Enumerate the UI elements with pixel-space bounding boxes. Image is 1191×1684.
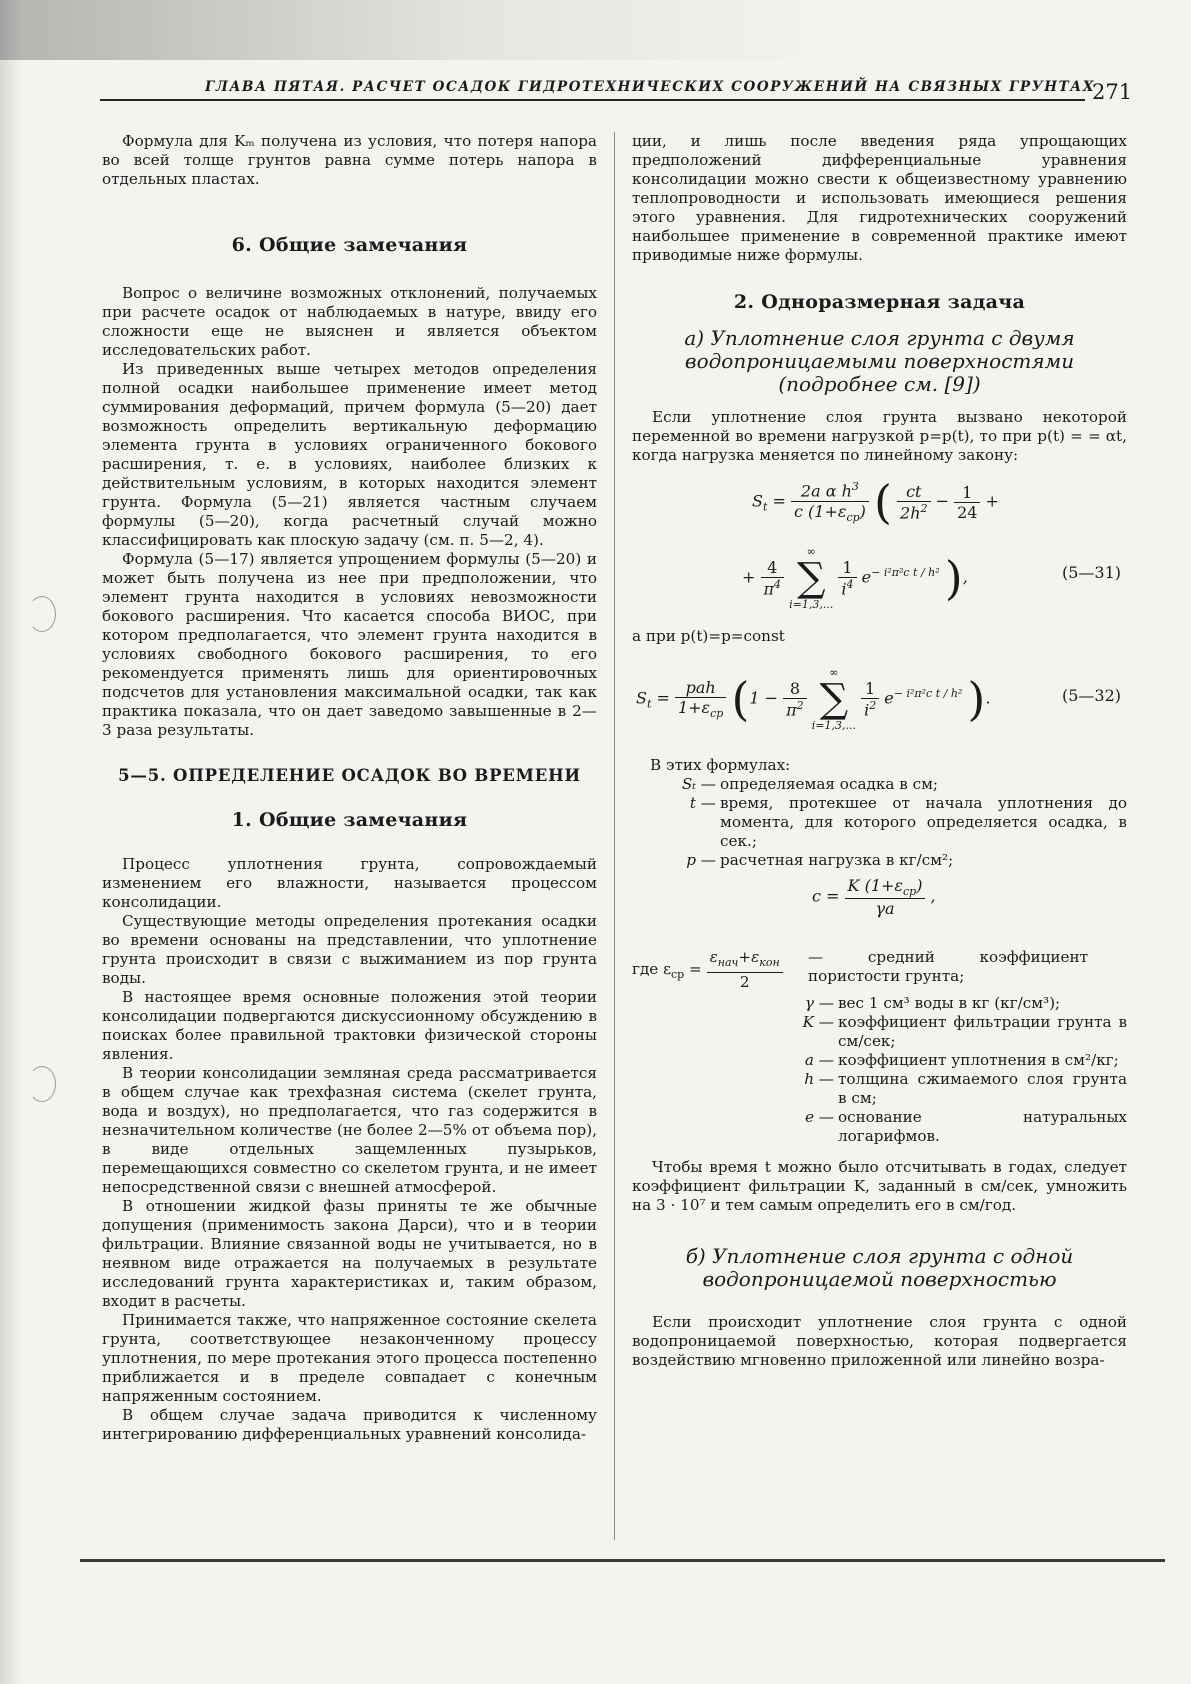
paragraph: Формула (5—17) является упрощением формулы (5—20) и может быть получена из нее при предположении, что элемент грунта находится в условиях невозможности бокового расширения. Что касается способа ВИОС, при котором предполагается, что элемент грунта находится в условиях свободного бокового расширения, то его рекомендуется применять лишь для ориентировочных подсчетов для установления максимальной осадки, так как практика показала, что он дает заведомо завышенные в 2—3 раза результаты. bbox=[102, 550, 597, 739]
page-number: 271 bbox=[1092, 80, 1133, 104]
definitions-list-2 bbox=[632, 994, 1127, 1146]
definition-symbol: p — bbox=[686, 851, 716, 869]
scan-shadow-top bbox=[0, 0, 1191, 60]
definition-text: вес 1 см³ воды в кг (кг/см³); bbox=[838, 994, 1061, 1012]
punch-hole-mark bbox=[28, 596, 56, 632]
definition-text: коэффициент уплотнения в см²/кг; bbox=[838, 1051, 1119, 1069]
left-column bbox=[102, 132, 597, 1444]
definition-row bbox=[672, 775, 1127, 794]
formula-5-32: $S_t$ = $\frac{\text{pah}}{1+\varepsilon_{ср}}$ (1 − $\frac{8}{\pi^2}$ ∞ ∑ i=1,3,... $\frac{1}{i^2}$ $e^{- i^2\pi^2c t / h^2}$ ). (5—32) bbox=[636, 666, 1121, 732]
formula-connector-text: а при p(t)=p=const bbox=[632, 627, 785, 645]
equation-number: (5—32) bbox=[1061, 686, 1121, 705]
definition-symbol: K — bbox=[802, 1013, 834, 1031]
equation-number: (5—31) bbox=[1061, 563, 1121, 582]
definition-row bbox=[800, 1013, 1127, 1051]
definition-row bbox=[800, 1108, 1127, 1146]
definition-text: основание натуральных логарифмов. bbox=[838, 1108, 1127, 1145]
definition-text: коэффициент фильтрации грунта в см/сек; bbox=[838, 1013, 1127, 1050]
section-6-heading: 6. Общие замечания bbox=[231, 234, 468, 256]
paragraph: Из приведенных выше четырех методов определения полной осадки наибольшее применение имеет метод суммирования деформаций, причем формула (5—20) дает возможность определить вертикальную деформацию элемента грунта в условиях ограниченного бокового расширения, т. е. в условиях, наиболее близких к действительным условиям, в которых находится элемент грунта. Формула (5—21) является частным случаем формулы (5—20), когда расчетный случай можно классифицировать как плоскую задачу (см. п. 5—2, 4). bbox=[102, 360, 597, 549]
punch-hole-mark bbox=[28, 1066, 56, 1102]
definition-symbol: Sₜ — bbox=[681, 775, 716, 793]
paragraph: В общем случае задача приводится к численному интегрированию дифференциальных уравнений консолида- bbox=[102, 1406, 597, 1443]
running-header bbox=[100, 76, 1133, 106]
column-divider bbox=[614, 132, 615, 1540]
definition-row bbox=[800, 1051, 1127, 1070]
paragraph: Процесс уплотнения грунта, сопровождаемый изменением его влажности, называется процессом консолидации. bbox=[102, 855, 597, 911]
subsection-a-title: а) Уплотнение слоя грунта с двумя водопроницаемыми поверхностями (подробнее см. [9]) bbox=[684, 326, 1075, 396]
paragraph: Принимается также, что напряженное состояние скелета грунта, соответствующее незаконченному процессу уплотнения, по мере протекания этого процесса постепенно приближается и в пределе совпадает с конечным напряженным состоянием. bbox=[102, 1311, 597, 1405]
definitions-list bbox=[632, 756, 1127, 870]
definition-text: время, протекшее от начала уплотнения до момента, для которого определяется осадка, в сек.; bbox=[720, 794, 1127, 850]
subsection-b-title: б) Уплотнение слоя грунта с одной водопроницаемой поверхностью bbox=[685, 1244, 1074, 1291]
definition-symbol: t — bbox=[689, 794, 716, 812]
definition-text: толщина сжимаемого слоя грунта в см; bbox=[838, 1070, 1127, 1107]
definition-symbol: γ — bbox=[804, 994, 834, 1012]
paragraph: Если уплотнение слоя грунта вызвано некоторой переменной во времени нагрузкой p=p(t), то при p(t) = = αt, когда нагрузка меняется по линейному закону: bbox=[632, 408, 1127, 464]
definition-symbol: h — bbox=[804, 1070, 834, 1088]
scan-bottom-edge bbox=[80, 1559, 1165, 1562]
definition-text: определяемая осадка в см; bbox=[720, 775, 939, 793]
right-column bbox=[632, 132, 1127, 1370]
paragraph: Чтобы время t можно было отсчитывать в годах, следует коэффициент фильтрации K, заданный в см/сек, умножить на 3 · 10⁷ и тем самым определить его в см/год. bbox=[632, 1158, 1127, 1214]
intro-paragraph: Формула для Kₘ получена из условия, что потеря напора во всей толще грунтов равна сумме потерь напора в отдельных пластах. bbox=[102, 132, 597, 188]
definitions-intro: В этих формулах: bbox=[650, 756, 791, 774]
paragraph: Если происходит уплотнение слоя грунта с одной водопроницаемой поверхностью, которая подвергается воздействию мгновенно приложенной или линейно возра- bbox=[632, 1313, 1127, 1369]
paragraph: В отношении жидкой фазы приняты те же обычные допущения (применимость закона Дарси), что и в теории фильтрации. Влияние связанной воды не учитывается, но в неявном виде отражается на получаемых в результате исследований грунта характеристиках и, таким образом, входит в расчеты. bbox=[102, 1197, 597, 1310]
formula-c: c = $\frac{K (1+\varepsilon_{ср})}{\gamma a}$ , bbox=[812, 876, 936, 919]
definition-symbol: e — bbox=[804, 1108, 834, 1126]
definition-row bbox=[800, 994, 1127, 1013]
section-1-heading: 1. Общие замечания bbox=[231, 809, 468, 831]
paragraph: В теории консолидации земляная среда рассматривается в общем случае как трехфазная система (скелет грунта, вода и воздух), но предполагается, что газ содержится в незначительном количестве (не более 2—5% от объема пор), в виде отдельных защемленных пузырьков, перемещающихся совместно со скелетом грунта, и не имеет непосредственной связи с внешней атмосферой. bbox=[102, 1064, 597, 1196]
definition-row bbox=[672, 851, 1127, 870]
section-2-heading: 2. Одноразмерная задача bbox=[733, 291, 1026, 313]
continued-paragraph: ции, и лишь после введения ряда упрощающих предположений дифференциальные уравнения консолидации можно свести к общеизвестному уравнению теплопроводности и использовать имеющиеся решения этого уравнения. Для гидротехнических сооружений наибольшее применение в современной практике имеют приводимые ниже формулы. bbox=[632, 132, 1127, 264]
eps-description: — средний коэффициент пористости грунта; bbox=[808, 948, 1088, 985]
paragraph: В настоящее время основные положения этой теории консолидации подвергаются дискуссионному обсуждению в поисках более правильной трактовки физической стороны явления. bbox=[102, 988, 597, 1063]
paragraph: Вопрос о величине возможных отклонений, получаемых при расчете осадок от наблюдаемых в натуре, ввиду его сложности еще не выяснен и является объектом исследовательских работ. bbox=[102, 284, 597, 359]
formula-5-31: $S_t$ = $\frac{2a \alpha h^3}{c (1+\varepsilon_{ср})}$ ( $\frac{ct}{2h^2}$ − $\frac{1}{24}$ + + $\frac{4}{\pi^4}$ ∞ ∑ i=1,3,... $\frac{1}{i^4}$ $e^{- i^2\pi^2c t / h^2}$ ), (5—31) bbox=[742, 475, 1121, 611]
definition-symbol: a — bbox=[804, 1051, 834, 1069]
eps-definition: где $\varepsilon_{ср}$ = $\frac{\varepsilon_{нач}+\varepsilon_{кон}}{2}$ — средний коэффициент пористости грунта; bbox=[632, 948, 1088, 992]
definition-row bbox=[800, 1070, 1127, 1108]
definition-text: расчетная нагрузка в кг/см²; bbox=[720, 851, 954, 869]
paragraph: Существующие методы определения протекания осадки во времени основаны на представлении, что уплотнение грунта происходит в связи с выжиманием из пор грунта воды. bbox=[102, 912, 597, 987]
definition-row bbox=[672, 794, 1127, 851]
scan-shadow-left bbox=[0, 0, 22, 1684]
header-title: ГЛАВА ПЯТАЯ. РАСЧЕТ ОСАДОК ГИДРОТЕХНИЧЕСКИХ СООРУЖЕНИЙ НА СВЯЗНЫХ ГРУНТАХ bbox=[205, 79, 1095, 95]
chapter-5-5-heading: 5—5. ОПРЕДЕЛЕНИЕ ОСАДОК ВО ВРЕМЕНИ bbox=[118, 766, 581, 785]
header-rule bbox=[100, 99, 1085, 101]
